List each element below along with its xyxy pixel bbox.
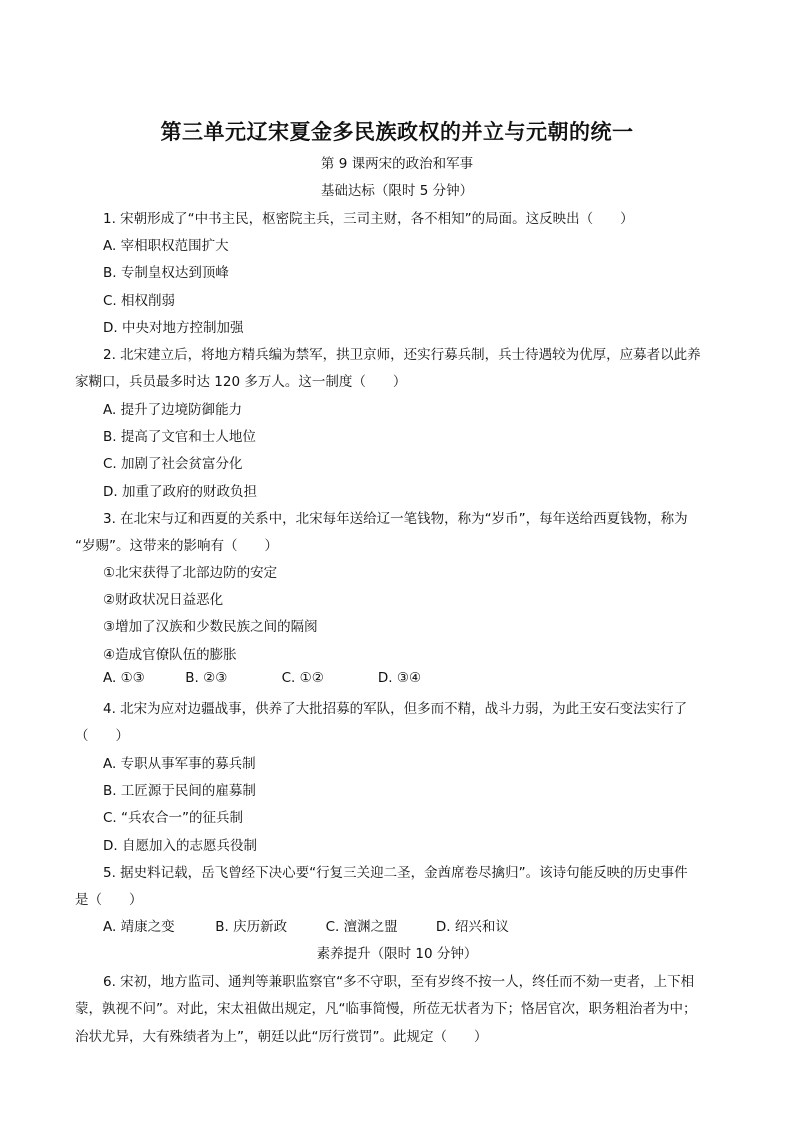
question-3-option-d: D. ③④ <box>377 670 422 686</box>
question-3-stem-line2: “岁赐”。这带来的影响有（ ） <box>75 538 278 554</box>
section-basic-heading: 基础达标（限时 5 分钟） <box>320 183 474 199</box>
question-5-option-b: B. 庆历新政 <box>215 919 288 935</box>
question-1-option-c: C. 相权削弱 <box>103 293 176 309</box>
question-3-stem-line1: 3. 在北宋与辽和西夏的关系中，北宋每年送给辽一笔钱物，称为“岁币”，每年送给西夏钱物，称为 <box>103 511 688 527</box>
question-3-item-4: ④造成官僚队伍的膨胀 <box>103 647 237 663</box>
question-6-stem-line2: 蒙，孰视不问”。对此，宋太祖做出规定，凡“临事简慢，所莅无状者为下；恪居官次，职务粗治者为中； <box>75 1001 697 1017</box>
question-5-option-c: C. 澶渊之盟 <box>325 919 398 935</box>
question-3-item-2: ②财政状况日益恶化 <box>103 592 224 608</box>
question-2-option-c: C. 加剧了社会贫富分化 <box>103 456 243 472</box>
question-1-option-d: D. 中央对地方控制加强 <box>103 320 244 336</box>
question-3-item-3: ③增加了汉族和少数民族之间的隔阂 <box>103 619 318 635</box>
unit-title: 第三单元辽宋夏金多民族政权的并立与元朝的统一 <box>160 120 634 144</box>
question-4-stem-line2: （ ） <box>75 728 129 744</box>
question-3-options <box>103 670 458 686</box>
question-2-stem-line1: 2. 北宋建立后，将地方精兵编为禁军，拱卫京师，还实行募兵制，兵士待遇较为优厚，应募者以此养 <box>103 347 701 363</box>
question-3-option-c: C. ①② <box>281 670 324 686</box>
question-5-option-d: D. 绍兴和议 <box>435 919 509 935</box>
question-5-option-a: A. 靖康之变 <box>103 919 175 935</box>
question-6-stem-line1: 6. 宋初，地方监司、通判等兼职监察官“多不守职，至有岁终不按一人，终任而不劾一吏者，上下相 <box>103 974 695 990</box>
question-3-item-1: ①北宋获得了北部边防的安定 <box>103 565 278 581</box>
question-5-stem-line1: 5. 据史料记载，岳飞曾经下决心要“行复三关迎二圣，金酋席卷尽擒归”。该诗句能反映的历史事件 <box>103 865 688 881</box>
question-6-stem-line3: 治状尤异，大有殊绩者为上”，朝廷以此“厉行赏罚”。此规定（ ） <box>75 1029 488 1045</box>
question-1-stem: 1. 宋朝形成了“中书主民，枢密院主兵，三司主财，各不相知”的局面。这反映出（ ） <box>103 211 634 227</box>
question-2-option-b: B. 提高了文官和士人地位 <box>103 429 256 445</box>
question-1-option-a: A. 宰相职权范围扩大 <box>103 238 229 254</box>
question-4-option-d: D. 自愿加入的志愿兵役制 <box>103 838 257 854</box>
question-2-stem-line2: 家糊口，兵员最多时达 120 多万人。这一制度（ ） <box>75 374 407 390</box>
question-4-option-c: C. “兵农合一”的征兵制 <box>103 810 243 826</box>
question-1-option-b: B. 专制皇权达到顶峰 <box>103 265 229 281</box>
question-2-option-d: D. 加重了政府的财政负担 <box>103 484 257 500</box>
lesson-title: 第 9 课两宋的政治和军事 <box>320 156 474 172</box>
question-5-stem-line2: 是（ ） <box>75 892 143 908</box>
question-4-option-a: A. 专职从事军事的募兵制 <box>103 756 256 772</box>
question-3-option-b: B. ②③ <box>185 670 228 686</box>
question-2-option-a: A. 提升了边境防御能力 <box>103 402 243 418</box>
question-4-stem-line1: 4. 北宋为应对边疆战事，供养了大批招募的军队，但多而不精，战斗力弱，为此王安石变法实行了 <box>103 701 688 717</box>
question-5-options <box>103 915 536 935</box>
question-3-option-a: A. ①③ <box>103 670 145 686</box>
question-4-option-b: B. 工匠源于民间的雇募制 <box>103 783 256 799</box>
section-advanced-heading: 素养提升（限时 10 分钟） <box>316 946 478 962</box>
